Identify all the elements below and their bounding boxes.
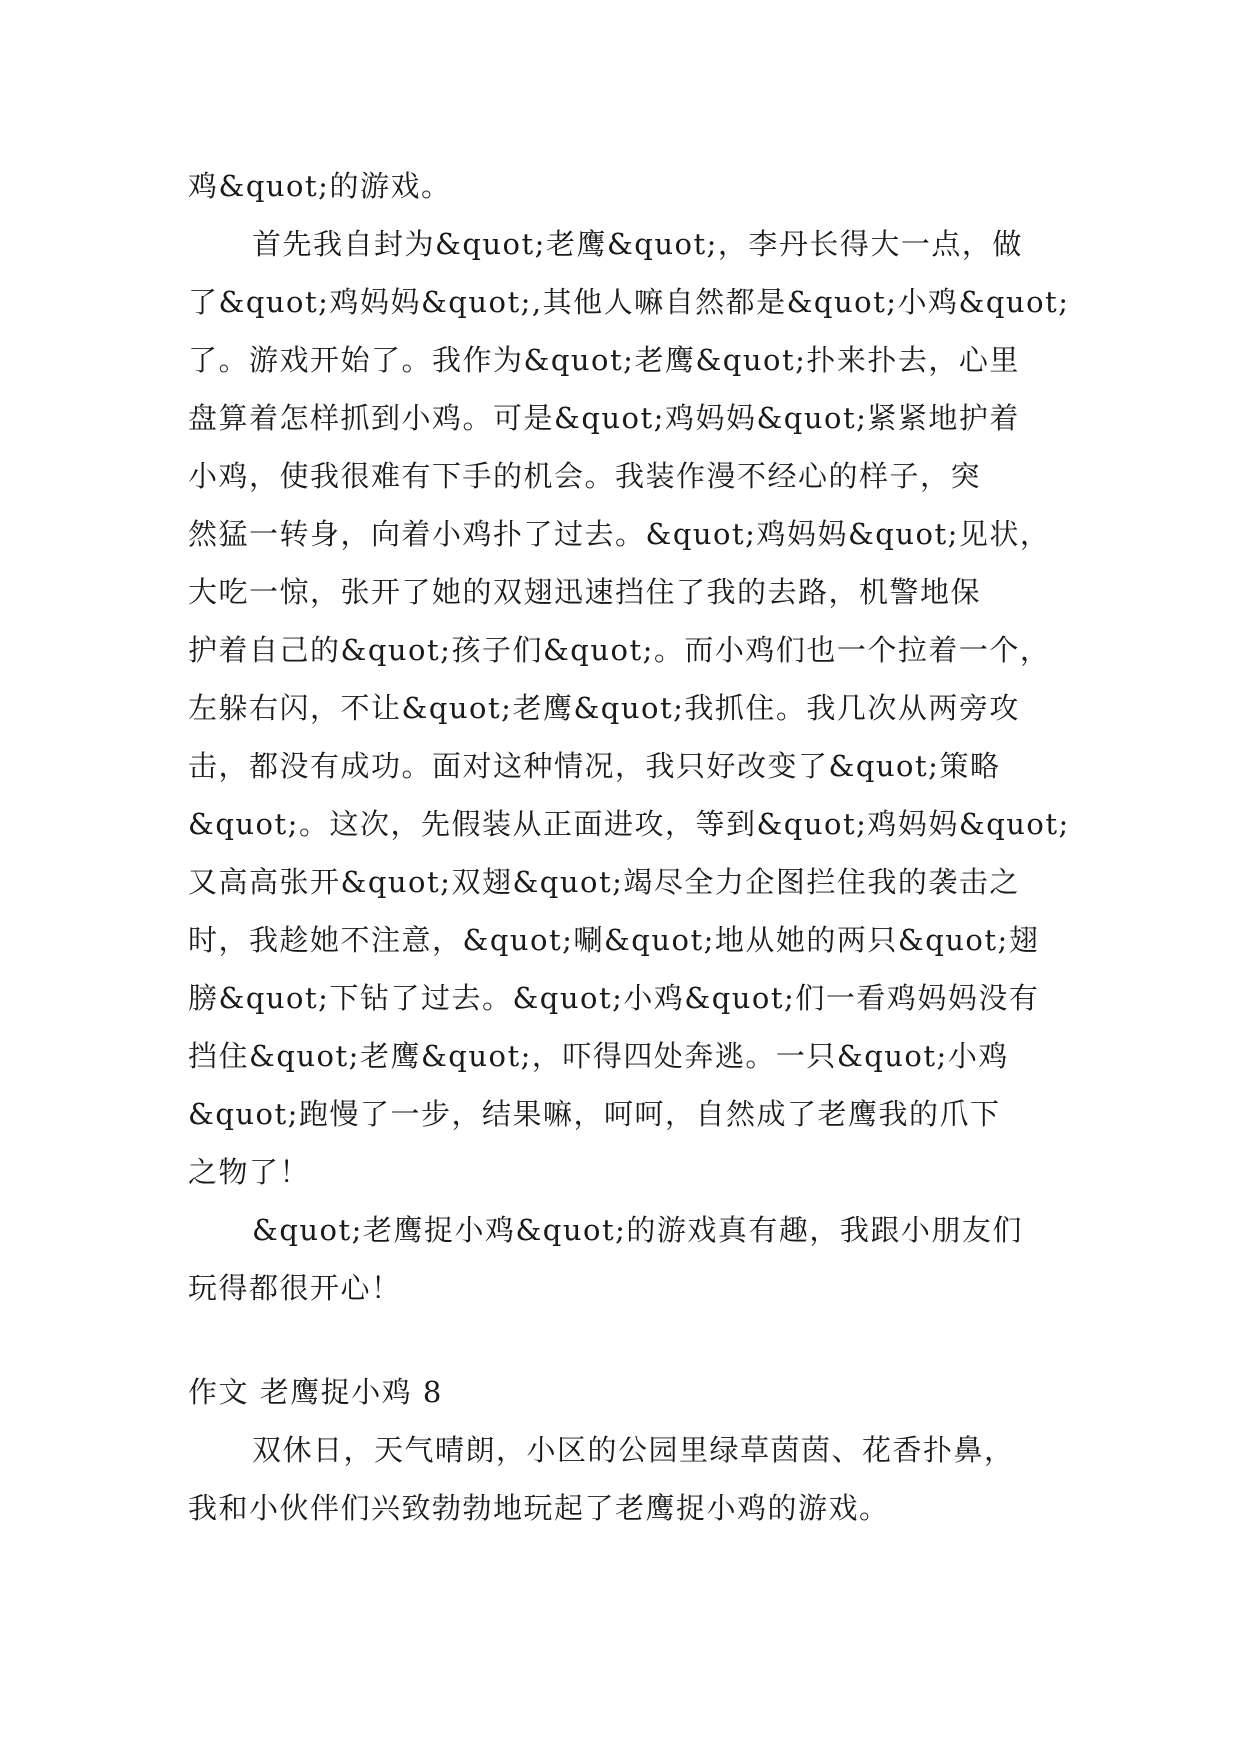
paragraph-line: 大吃一惊，张开了她的双翅迅速挡住了我的去路，机警地保 bbox=[188, 575, 982, 609]
paragraph-line: 时，我趁她不注意，&quot;唰&quot;地从她的两只&quot;翅 bbox=[188, 923, 1040, 957]
section-heading: 作文 老鹰捉小鸡 8 bbox=[188, 1375, 443, 1409]
paragraph-line: 小鸡，使我很难有下手的机会。我装作漫不经心的样子，突 bbox=[188, 459, 982, 493]
paragraph-line: 我和小伙伴们兴致勃勃地玩起了老鹰捉小鸡的游戏。 bbox=[188, 1491, 890, 1525]
paragraph-line: &quot;。这次，先假装从正面进攻，等到&quot;鸡妈妈&quot; bbox=[188, 807, 1070, 841]
paragraph-3 bbox=[188, 1201, 1048, 1317]
paragraph-line: 挡住&quot;老鹰&quot;，吓得四处奔逃。一只&quot;小鸡 bbox=[188, 1039, 1009, 1073]
paragraph-line: 首先我自封为&quot;老鹰&quot;，李丹长得大一点，做 bbox=[252, 227, 1023, 261]
paragraph-line: 双休日，天气晴朗，小区的公园里绿草茵茵、花香扑鼻， bbox=[252, 1433, 1015, 1467]
paragraph-line: 然猛一转身，向着小鸡扑了过去。&quot;鸡妈妈&quot;见状， bbox=[188, 517, 1051, 551]
paragraph-line: 膀&quot;下钻了过去。&quot;小鸡&quot;们一看鸡妈妈没有 bbox=[188, 981, 1040, 1015]
paragraph-line: 左躲右闪，不让&quot;老鹰&quot;我抓住。我几次从两旁攻 bbox=[188, 691, 1020, 725]
paragraph-1 bbox=[188, 157, 1048, 215]
paragraph-line: 了。游戏开始了。我作为&quot;老鹰&quot;扑来扑去，心里 bbox=[188, 343, 1020, 377]
paragraph-line: &quot;老鹰捉小鸡&quot;的游戏真有趣，我跟小朋友们 bbox=[252, 1213, 1023, 1247]
paragraph-line: 盘算着怎样抓到小鸡。可是&quot;鸡妈妈&quot;紧紧地护着 bbox=[188, 401, 1020, 435]
paragraph-line: 鸡&quot;的游戏。 bbox=[188, 169, 452, 203]
paragraph-line: 击，都没有成功。面对这种情况，我只好改变了&quot;策略 bbox=[188, 749, 1001, 783]
paragraph-line: 了&quot;鸡妈妈&quot;,其他人嘛自然都是&quot;小鸡&quot; bbox=[188, 285, 1070, 319]
paragraph-line: 之物了！ bbox=[188, 1155, 311, 1189]
paragraph-line: 又高高张开&quot;双翅&quot;竭尽全力企图拦住我的袭击之 bbox=[188, 865, 1020, 899]
paragraph-4 bbox=[188, 1421, 1048, 1537]
document-body bbox=[188, 157, 1070, 1537]
paragraph-line: &quot;跑慢了一步，结果嘛，呵呵，自然成了老鹰我的爪下 bbox=[188, 1097, 1001, 1131]
paragraph-2 bbox=[188, 215, 1070, 1201]
paragraph-line: 玩得都很开心！ bbox=[188, 1271, 402, 1305]
section-spacer bbox=[188, 1317, 1048, 1363]
paragraph-line: 护着自己的&quot;孩子们&quot;。而小鸡们也一个拉着一个， bbox=[188, 633, 1051, 667]
